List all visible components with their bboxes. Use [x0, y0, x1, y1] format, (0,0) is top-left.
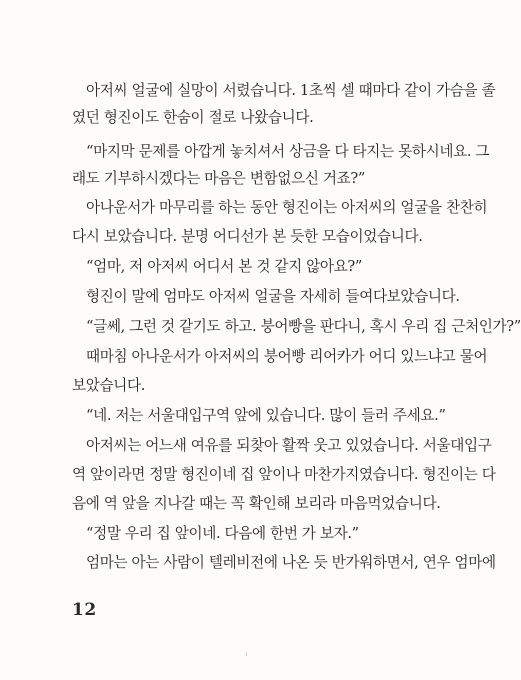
text-line: “엄마, 저 아저씨 어디서 본 것 같지 않아요?” [86, 258, 362, 275]
text-line: “네. 저는 서울대입구역 앞에 있습니다. 많이 들러 주세요.” [86, 407, 446, 424]
text-line: “정말 우리 집 앞이네. 다음에 한번 가 보자.” [86, 525, 359, 542]
text-line: 아저씨 얼굴에 실망이 서렸습니다. 1초씩 셀 때마다 같이 가슴을 졸 [86, 82, 496, 99]
text-line: “마지막 문제를 아깝게 놓치셔서 상금을 다 타지는 못하시네요. 그 [86, 143, 490, 160]
text-line: 엄마는 아는 사람이 텔레비전에 나온 듯 반가워하면서, 연우 엄마에 [86, 554, 496, 571]
text-line: 보았습니다. [72, 377, 146, 394]
text-line: 아나운서가 마무리를 하는 동안 형진이는 아저씨의 얼굴을 찬찬히 [86, 199, 488, 216]
text-line: 였던 형진이도 한숨이 절로 나왔습니다. [72, 109, 314, 126]
text-line: “글쎄, 그런 것 같기도 하고. 붕어빵을 판다니, 혹시 우리 집 근처인가?” [86, 318, 521, 335]
text-line: 음에 역 앞을 지나갈 때는 꼭 확인해 보리라 마음먹었습니다. [72, 495, 441, 512]
text-line: 래도 기부하시겠다는 마음은 변함없으신 거죠?” [72, 170, 365, 187]
page-edge-mark [246, 652, 247, 656]
text-line: 때마침 아나운서가 아저씨의 붕어빵 리어카가 어디 있느냐고 물어 [86, 348, 488, 365]
text-line: 역 앞이라면 정말 형진이네 집 앞이나 마찬가지였습니다. 형진이는 다 [72, 466, 496, 483]
text-line: 형진이 말에 엄마도 아저씨 얼굴을 자세히 들여다보았습니다. [86, 288, 460, 305]
page-number: 12 [72, 600, 97, 620]
text-line: 다시 보았습니다. 분명 어디선가 본 듯한 모습이었습니다. [72, 228, 423, 245]
text-line: 아저씨는 어느새 여유를 되찾아 활짝 웃고 있었습니다. 서울대입구 [86, 437, 492, 454]
